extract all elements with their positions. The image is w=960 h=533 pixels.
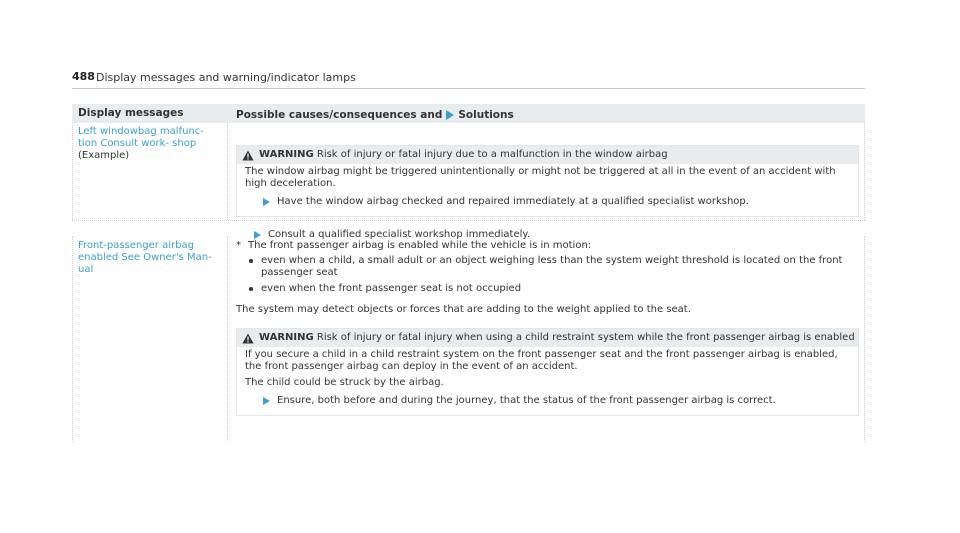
list-item: even when a child, a small adult or an object weighing less than the system weight threshold is located on the front passenger seat xyxy=(249,255,849,279)
warning-box xyxy=(236,328,859,416)
solution-step: Consult a qualified specialist workshop immediately. xyxy=(254,229,530,241)
warning-text: Risk of injury or fatal injury due to a malfunction in the window airbag xyxy=(316,149,668,160)
warning-step: Have the window airbag checked and repaired immediately at a qualified specialist workshop. xyxy=(277,196,749,207)
warning-box xyxy=(236,145,859,217)
warning-text: Risk of injury or fatal injury when using a child restraint system while the front passenger airbag is enabled xyxy=(316,332,855,343)
list-item: even when the front passenger seat is not occupied xyxy=(249,283,849,295)
table-header xyxy=(72,104,865,123)
warning-triangle-icon xyxy=(237,332,259,344)
step-arrow-icon xyxy=(263,198,270,206)
warning-triangle-icon xyxy=(237,149,259,161)
col-header-messages: Display messages xyxy=(78,107,184,119)
note-text: * The front passenger airbag is enabled while the vehicle is in motion: xyxy=(236,240,592,251)
col-header-causes: Possible causes/consequences and Solutions xyxy=(236,109,514,121)
display-messages-table xyxy=(72,104,865,442)
warning-step: Ensure, both before and during the journey, that the status of the front passenger airbag is correct. xyxy=(277,395,776,406)
warning-body: The window airbag might be triggered unintentionally or might not be triggered at all in the event of an accident with high deceleration. xyxy=(245,166,836,189)
step-arrow-icon xyxy=(263,397,270,405)
display-message: Left windowbag malfunc- tion Consult work- shop (Example) xyxy=(78,126,204,161)
system-text: The system may detect objects or forces that are adding to the weight applied to the seat. xyxy=(236,304,691,315)
warning-body: The child could be struck by the airbag. xyxy=(245,377,444,388)
warning-label: WARNING xyxy=(259,149,314,160)
page-title: Display messages and warning/indicator lamps xyxy=(96,71,356,84)
page-number: 488 xyxy=(72,70,95,83)
table-row xyxy=(72,123,865,240)
page-header xyxy=(72,70,865,89)
display-message: Front-passenger airbag enabled See Owner's Man- ual xyxy=(78,240,212,275)
solutions-arrow-icon xyxy=(446,110,454,120)
warning-body: If you secure a child in a child restraint system on the front passenger seat and the front passenger airbag is enabled, the front passenger airbag can deploy in the event of an accident. xyxy=(245,349,838,372)
table-row xyxy=(72,236,865,442)
warning-label: WARNING xyxy=(259,332,314,343)
